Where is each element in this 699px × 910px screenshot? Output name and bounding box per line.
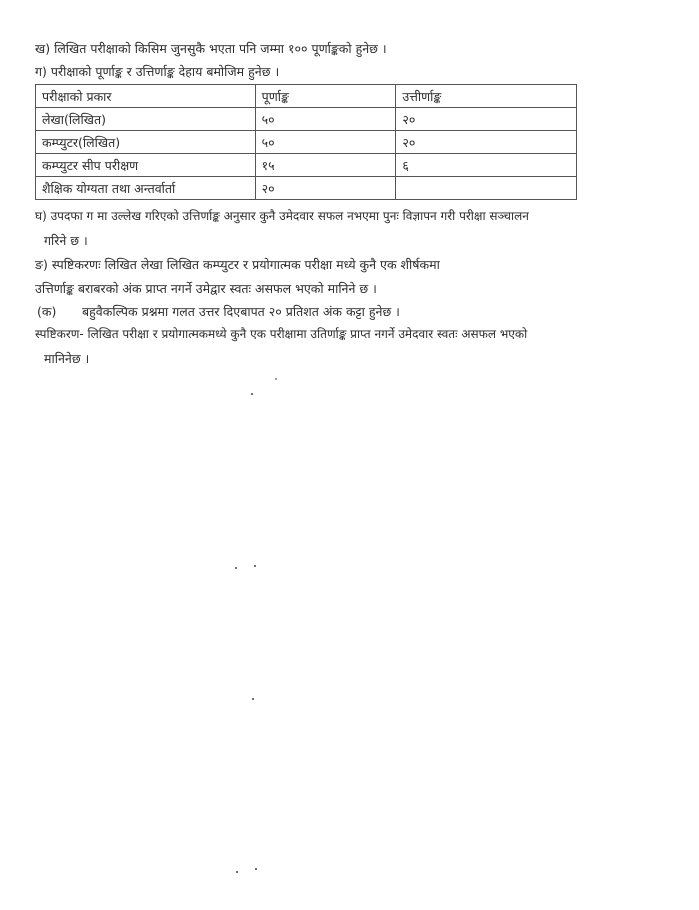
cell-pass-marks: २० — [396, 131, 577, 154]
clarification-line1: स्पष्टिकरण- लिखित परीक्षा र प्रयोगात्मकमध्ये कुनै एक परीक्षामा उतिर्णाङ्क प्राप्त नगर्ने उमेदवार स्वतः असफल भएको — [35, 327, 528, 341]
table-row — [36, 177, 577, 200]
scan-speck — [251, 393, 253, 395]
cell-pass-marks: २० — [396, 108, 577, 131]
cell-exam-type: कम्प्युटर सीप परीक्षण — [36, 154, 256, 177]
table-row — [36, 154, 577, 177]
cell-full-marks: ५० — [255, 131, 396, 154]
paragraph-kha: ख) लिखित परीक्षाको किसिम जुनसुकै भएता पनि जम्मा १०० पूर्णाङ्कको हुनेछ । — [35, 41, 387, 56]
header-exam-type: परीक्षाको प्रकार — [36, 85, 256, 108]
cell-exam-type: कम्प्युटर(लिखित) — [36, 131, 256, 154]
item-ka-label: (क) — [37, 304, 57, 319]
cell-full-marks: ५० — [255, 108, 396, 131]
cell-full-marks: १५ — [255, 154, 396, 177]
table-row — [36, 131, 577, 154]
cell-pass-marks — [396, 177, 577, 200]
scan-speck — [254, 565, 256, 567]
header-full-marks: पूर्णाङ्क — [255, 85, 396, 108]
scan-speck — [235, 567, 237, 569]
cell-exam-type: लेखा(लिखित) — [36, 108, 256, 131]
item-ka-text: बहुवैकल्पिक प्रश्नमा गलत उत्तर दिएबापत २० प्रतिशत अंक कट्टा हुनेछ । — [82, 304, 400, 319]
scan-speck — [275, 378, 277, 380]
header-pass-marks: उत्तीर्णाङ्क — [396, 85, 577, 108]
paragraph-nga-line1: ङ) स्पष्टिकरणः लिखित लेखा लिखित कम्प्युटर र प्रयोगात्मक परीक्षा मध्ये कुनै एक शीर्षकमा — [35, 257, 440, 272]
table-header-row — [36, 85, 577, 108]
table-row — [36, 108, 577, 131]
paragraph-nga-line2: उत्तिर्णाङ्क बराबरको अंक प्राप्त नगर्ने उमेद्वार स्वतः असफल भएको मानिने छ । — [35, 281, 377, 296]
paragraph-ga: ग) परीक्षाको पूर्णाङ्क र उत्तिर्णाङ्क देहाय बमोजिम हुनेछ । — [35, 64, 280, 79]
scan-speck — [252, 698, 254, 700]
paragraph-gha-line1: घ) उपदफा ग मा उल्लेख गरिएको उत्तिर्णाङ्क अनुसार कुनै उमेदवार सफल नभएमा पुनः विज्ञापन गरी परीक्षा सञ्चालन — [35, 209, 529, 223]
marks-table — [35, 84, 577, 200]
cell-pass-marks: ६ — [396, 154, 577, 177]
paragraph-gha-line2: गरिने छ । — [44, 233, 88, 248]
scan-speck — [236, 871, 238, 873]
scan-speck — [255, 868, 257, 870]
clarification-line2: मानिनेछ । — [44, 351, 90, 366]
cell-full-marks: २० — [255, 177, 396, 200]
cell-exam-type: शैक्षिक योग्यता तथा अन्तर्वार्ता — [36, 177, 256, 200]
